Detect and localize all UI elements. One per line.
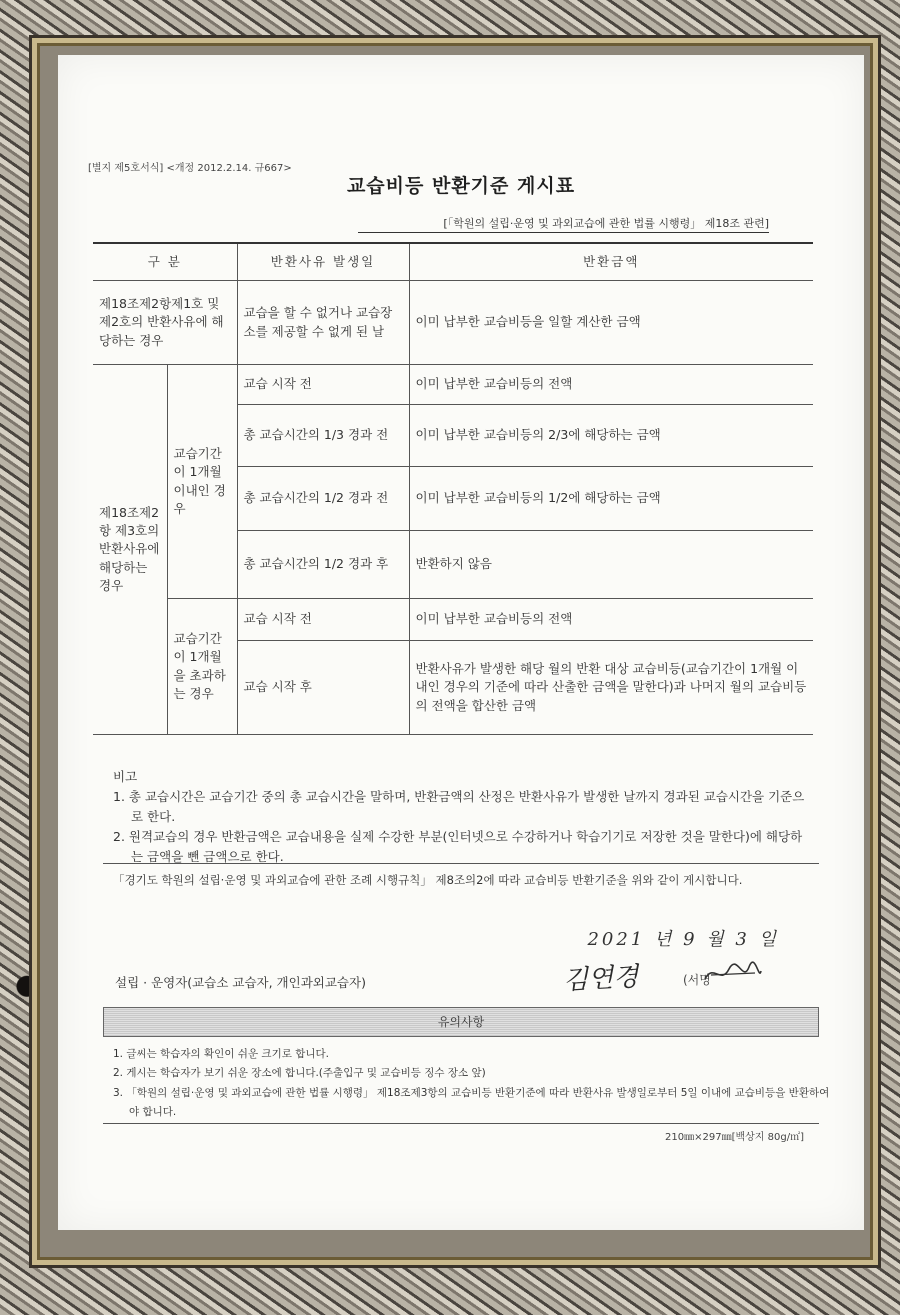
date-year: 2021 <box>587 929 646 950</box>
over-occurrence-1: 교습 시작 전 <box>237 599 409 641</box>
within-occurrence-4: 총 교습시간의 1/2 경과 후 <box>237 531 409 599</box>
caution-item: 3. 「학원의 설립·운영 및 과외교습에 관한 법률 시행령」 제18조제3항의 교습비등 반환기준에 따라 반환사유 발생일로부터 5일 이내에 교습비등을 반환하여야 합니다. <box>113 1086 830 1119</box>
caution-item: 2. 게시는 학습자가 보기 쉬운 장소에 합니다.(주출입구 및 교습비등 징수 장소 앞) <box>113 1067 486 1080</box>
within-occurrence-1: 교습 시작 전 <box>237 365 409 405</box>
remark-item: 1. 총 교습시간은 교습기간 중의 총 교습시간을 말하며, 반환금액의 산정은 반환사유가 발생한 날까지 경과된 교습시간을 기준으로 한다. <box>113 789 805 824</box>
divider <box>103 863 819 864</box>
over-month-label: 교습기간이 1개월을 초과하는 경우 <box>167 599 237 735</box>
date-month-unit: 월 <box>706 929 727 950</box>
header-category: 구 분 <box>93 243 237 281</box>
table-row <box>93 365 813 405</box>
handwritten-signature: 김연경 <box>562 962 640 996</box>
row1-amount: 이미 납부한 교습비등을 일할 계산한 금액 <box>409 281 813 365</box>
date-year-unit: 년 <box>653 929 675 950</box>
table-row <box>93 599 813 641</box>
form-id: [별지 제5호서식] <개정 2012.2.14. 규667> <box>88 163 292 174</box>
date-day-unit: 일 <box>758 929 779 950</box>
signing-date <box>587 925 779 951</box>
remarks <box>113 767 813 867</box>
document-sheet <box>58 55 864 1230</box>
table-header-row <box>93 243 813 281</box>
divider <box>103 1123 819 1124</box>
within-occurrence-3: 총 교습시간의 1/2 경과 전 <box>237 467 409 531</box>
within-month-label: 교습기간이 1개월 이내인 경우 <box>167 365 237 599</box>
header-occurrence: 반환사유 발생일 <box>237 243 409 281</box>
over-occurrence-2: 교습 시작 후 <box>237 641 409 735</box>
remarks-heading: 비고 <box>113 769 138 784</box>
within-occurrence-2: 총 교습시간의 1/3 경과 전 <box>237 405 409 467</box>
date-month: 9 <box>683 929 698 950</box>
signature-scribble <box>703 961 763 987</box>
document-title: 교습비등 반환기준 게시표 <box>346 175 576 197</box>
within-amount-3: 이미 납부한 교습비등의 1/2에 해당하는 금액 <box>409 467 813 531</box>
notice-bar: 유의사항 <box>103 1007 819 1037</box>
over-amount-2: 반환사유가 발생한 해당 월의 반환 대상 교습비등(교습기간이 1개월 이내인 경우의 기준에 따라 산출한 금액을 말한다)과 나머지 월의 교습비등의 전액을 합산한 금액 <box>409 641 813 735</box>
declaration-text: 「경기도 학원의 설립·운영 및 과외교습에 관한 조례 시행규칙」 제8조의2에 따라 교습비등 반환기준을 위와 같이 게시합니다. <box>113 873 743 887</box>
row1-occurrence: 교습을 할 수 없거나 교습장소를 제공할 수 없게 된 날 <box>237 281 409 365</box>
over-amount-1: 이미 납부한 교습비등의 전액 <box>409 599 813 641</box>
legal-reference: [「학원의 설립·운영 및 과외교습에 관한 법률 시행령」 제18조 관련] <box>443 217 769 230</box>
date-day: 3 <box>735 929 750 950</box>
caution-item: 1. 글씨는 학습자의 확인이 쉬운 크기로 합니다. <box>113 1048 329 1060</box>
header-amount: 반환금액 <box>409 243 813 281</box>
table-row <box>93 281 813 365</box>
group-category: 제18조제2항 제3호의 반환사유에 해당하는 경우 <box>93 365 167 735</box>
row1-category: 제18조제2항제1호 및 제2호의 반환사유에 해당하는 경우 <box>93 281 237 365</box>
paper-size-note: 210㎜×297㎜[백상지 80g/㎡] <box>665 1132 804 1143</box>
remark-item: 2. 원격교습의 경우 반환금액은 교습내용을 실제 수강한 부분(인터넷으로 수강하거나 학습기기로 저장한 것을 말한다)에 해당하는 금액을 뺀 금액으로 한다. <box>113 829 803 864</box>
reference-underline <box>358 232 769 233</box>
seal-label: (서명 <box>683 973 711 987</box>
refund-table <box>93 242 813 735</box>
within-amount-4: 반환하지 않음 <box>409 531 813 599</box>
within-amount-1: 이미 납부한 교습비등의 전액 <box>409 365 813 405</box>
within-amount-2: 이미 납부한 교습비등의 2/3에 해당하는 금액 <box>409 405 813 467</box>
caution-list <box>113 1045 833 1123</box>
operator-label: 설립 · 운영자(교습소 교습자, 개인과외교습자) <box>115 975 366 990</box>
